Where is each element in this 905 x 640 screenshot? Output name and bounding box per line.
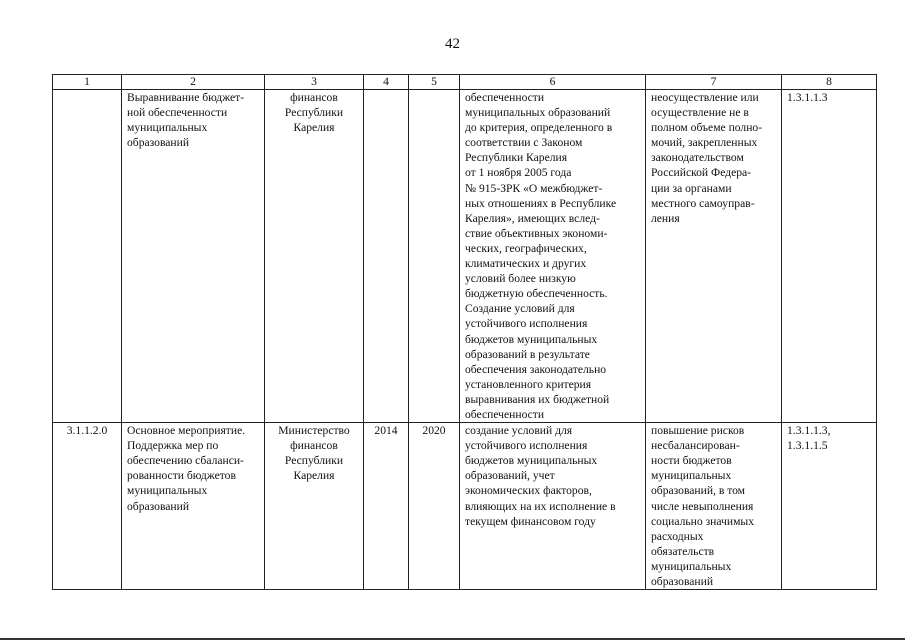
cell-text-line: Республики Карелия (465, 151, 568, 165)
cell-text-line: Карелия», имеющих вслед- (465, 211, 600, 225)
cell-text-line: Республики (284, 454, 344, 468)
table-row (53, 423, 877, 590)
header-col-6: 6 (460, 75, 646, 90)
cell-text-line: климатических и других (465, 257, 587, 271)
cell-text-line: мочий, закрепленных (651, 136, 758, 150)
cell-text-line: обязательств (651, 544, 715, 558)
cell-text-line: ствие объективных экономи- (465, 226, 608, 240)
cell-text-line: обеспечению сбаланси- (127, 454, 244, 468)
cell-text-line: повышение рисков (651, 424, 745, 438)
cell-text-line: полном объеме полно- (651, 121, 763, 135)
end-year-cell (409, 90, 460, 423)
executor-cell (265, 423, 364, 590)
cell-text-line: числе невыполнения (651, 499, 754, 513)
cell-text-line: ных отношениях в Республике (465, 196, 617, 210)
cell-text-line: обеспеченности (465, 407, 545, 421)
cell-text-line: Поддержка мер по (127, 439, 219, 453)
cell-text-line: финансов (290, 439, 338, 453)
cell-text-line: Основное мероприятие. (127, 424, 246, 438)
cell-text-line: финансов (290, 91, 338, 104)
cell-text-line: несбалансирован- (651, 439, 740, 453)
cell-text-line: социально значимых (651, 514, 754, 528)
expected-result-cell (460, 423, 646, 590)
cell-text-line: установленного критерия (465, 377, 592, 391)
cell-text-line: Министерство (278, 424, 350, 438)
cell-text-line: создание условий для (465, 424, 573, 438)
cell-text-line: соответствии с Законом (465, 136, 583, 150)
indicator-cell (782, 423, 877, 590)
cell-text-line: устойчивого исполнения (465, 317, 588, 331)
consequence-cell (646, 90, 782, 423)
cell-text-line: муниципальных (127, 484, 208, 498)
cell-text-line: Создание условий для (465, 302, 575, 316)
cell-text-line: бюджетов муниципальных (465, 454, 598, 468)
cell-text-line: образований, в том (651, 484, 746, 498)
cell-text-line: законодательством (651, 151, 744, 165)
cell-text-line: образований в результате (465, 347, 590, 361)
cell-text-line: бюджетов муниципальных (465, 332, 598, 346)
cell-text-line: влияющих на их исполнение в (465, 499, 616, 513)
cell-text-line: Выравнивание бюджет- (127, 91, 245, 104)
activity-name-cell (122, 423, 265, 590)
indicator-cell (782, 90, 877, 423)
cell-text-line: Карелия (293, 121, 335, 135)
cell-text-line: муниципальных образований (465, 106, 611, 120)
cell-text-line: бюджетную обеспеченность. (465, 287, 608, 301)
activity-code-cell (53, 90, 122, 423)
cell-text-line: 1.3.1.1.5 (787, 439, 828, 453)
cell-text-line: 1.3.1.1.3, (787, 424, 831, 438)
cell-text-line: рованности бюджетов (127, 469, 236, 483)
cell-text-line: от 1 ноября 2005 года (465, 166, 572, 180)
cell-text-line: до критерия, определенного в (465, 121, 613, 135)
cell-text-line: местного самоуправ- (651, 196, 755, 210)
cell-text-line: образований (127, 136, 190, 150)
cell-text-line: обеспечения законодательно (465, 362, 607, 376)
page-number: 42 (445, 36, 460, 52)
cell-text-line: неосуществление или (651, 91, 759, 104)
cell-text-line: Карелия (293, 469, 335, 483)
start-year-cell: 2014 (364, 423, 409, 590)
activity-name-cell (122, 90, 265, 423)
cell-text-line: ции за органами (651, 181, 732, 195)
cell-text-line: Российской Федера- (651, 166, 752, 180)
header-col-5: 5 (409, 75, 460, 90)
cell-text-line: обеспеченности (465, 91, 545, 104)
activity-code-cell: 3.1.1.2.0 (53, 423, 122, 590)
cell-text-line: ности бюджетов (651, 454, 732, 468)
cell-text-line: экономических факторов, (465, 484, 592, 498)
start-year-cell (364, 90, 409, 423)
executor-cell (265, 90, 364, 423)
header-col-8: 8 (782, 75, 877, 90)
program-activities-table (52, 74, 877, 590)
consequence-cell (646, 423, 782, 590)
expected-result-cell (460, 90, 646, 423)
cell-text-line: условий более низкую (465, 272, 576, 286)
cell-text-line: осуществление не в (651, 106, 749, 120)
cell-text-line: текущем финансовом году (465, 514, 596, 528)
cell-text-line: выравнивания их бюджетной (465, 392, 610, 406)
cell-text-line: расходных (651, 529, 704, 543)
cell-text-line: образований (651, 575, 714, 588)
cell-text-line: 1.3.1.1.3 (787, 91, 828, 104)
header-col-7: 7 (646, 75, 782, 90)
cell-text-line: муниципальных (127, 121, 208, 135)
header-row (53, 75, 877, 90)
cell-text-line: муниципальных (651, 469, 732, 483)
cell-text-line: ления (651, 211, 680, 225)
cell-text-line: ческих, географических, (465, 241, 587, 255)
cell-text-line: Республики (284, 106, 344, 120)
cell-text-line: № 915-ЗРК «О межбюджет- (465, 181, 603, 195)
cell-text-line: ной обеспеченности (127, 106, 228, 120)
end-year-cell: 2020 (409, 423, 460, 590)
cell-text-line: образований, учет (465, 469, 555, 483)
header-col-3: 3 (265, 75, 364, 90)
cell-text-line: муниципальных (651, 559, 732, 573)
header-col-1: 1 (53, 75, 122, 90)
header-col-2: 2 (122, 75, 265, 90)
table-row (53, 90, 877, 423)
header-col-4: 4 (364, 75, 409, 90)
cell-text-line: образований (127, 499, 190, 513)
cell-text-line: устойчивого исполнения (465, 439, 588, 453)
